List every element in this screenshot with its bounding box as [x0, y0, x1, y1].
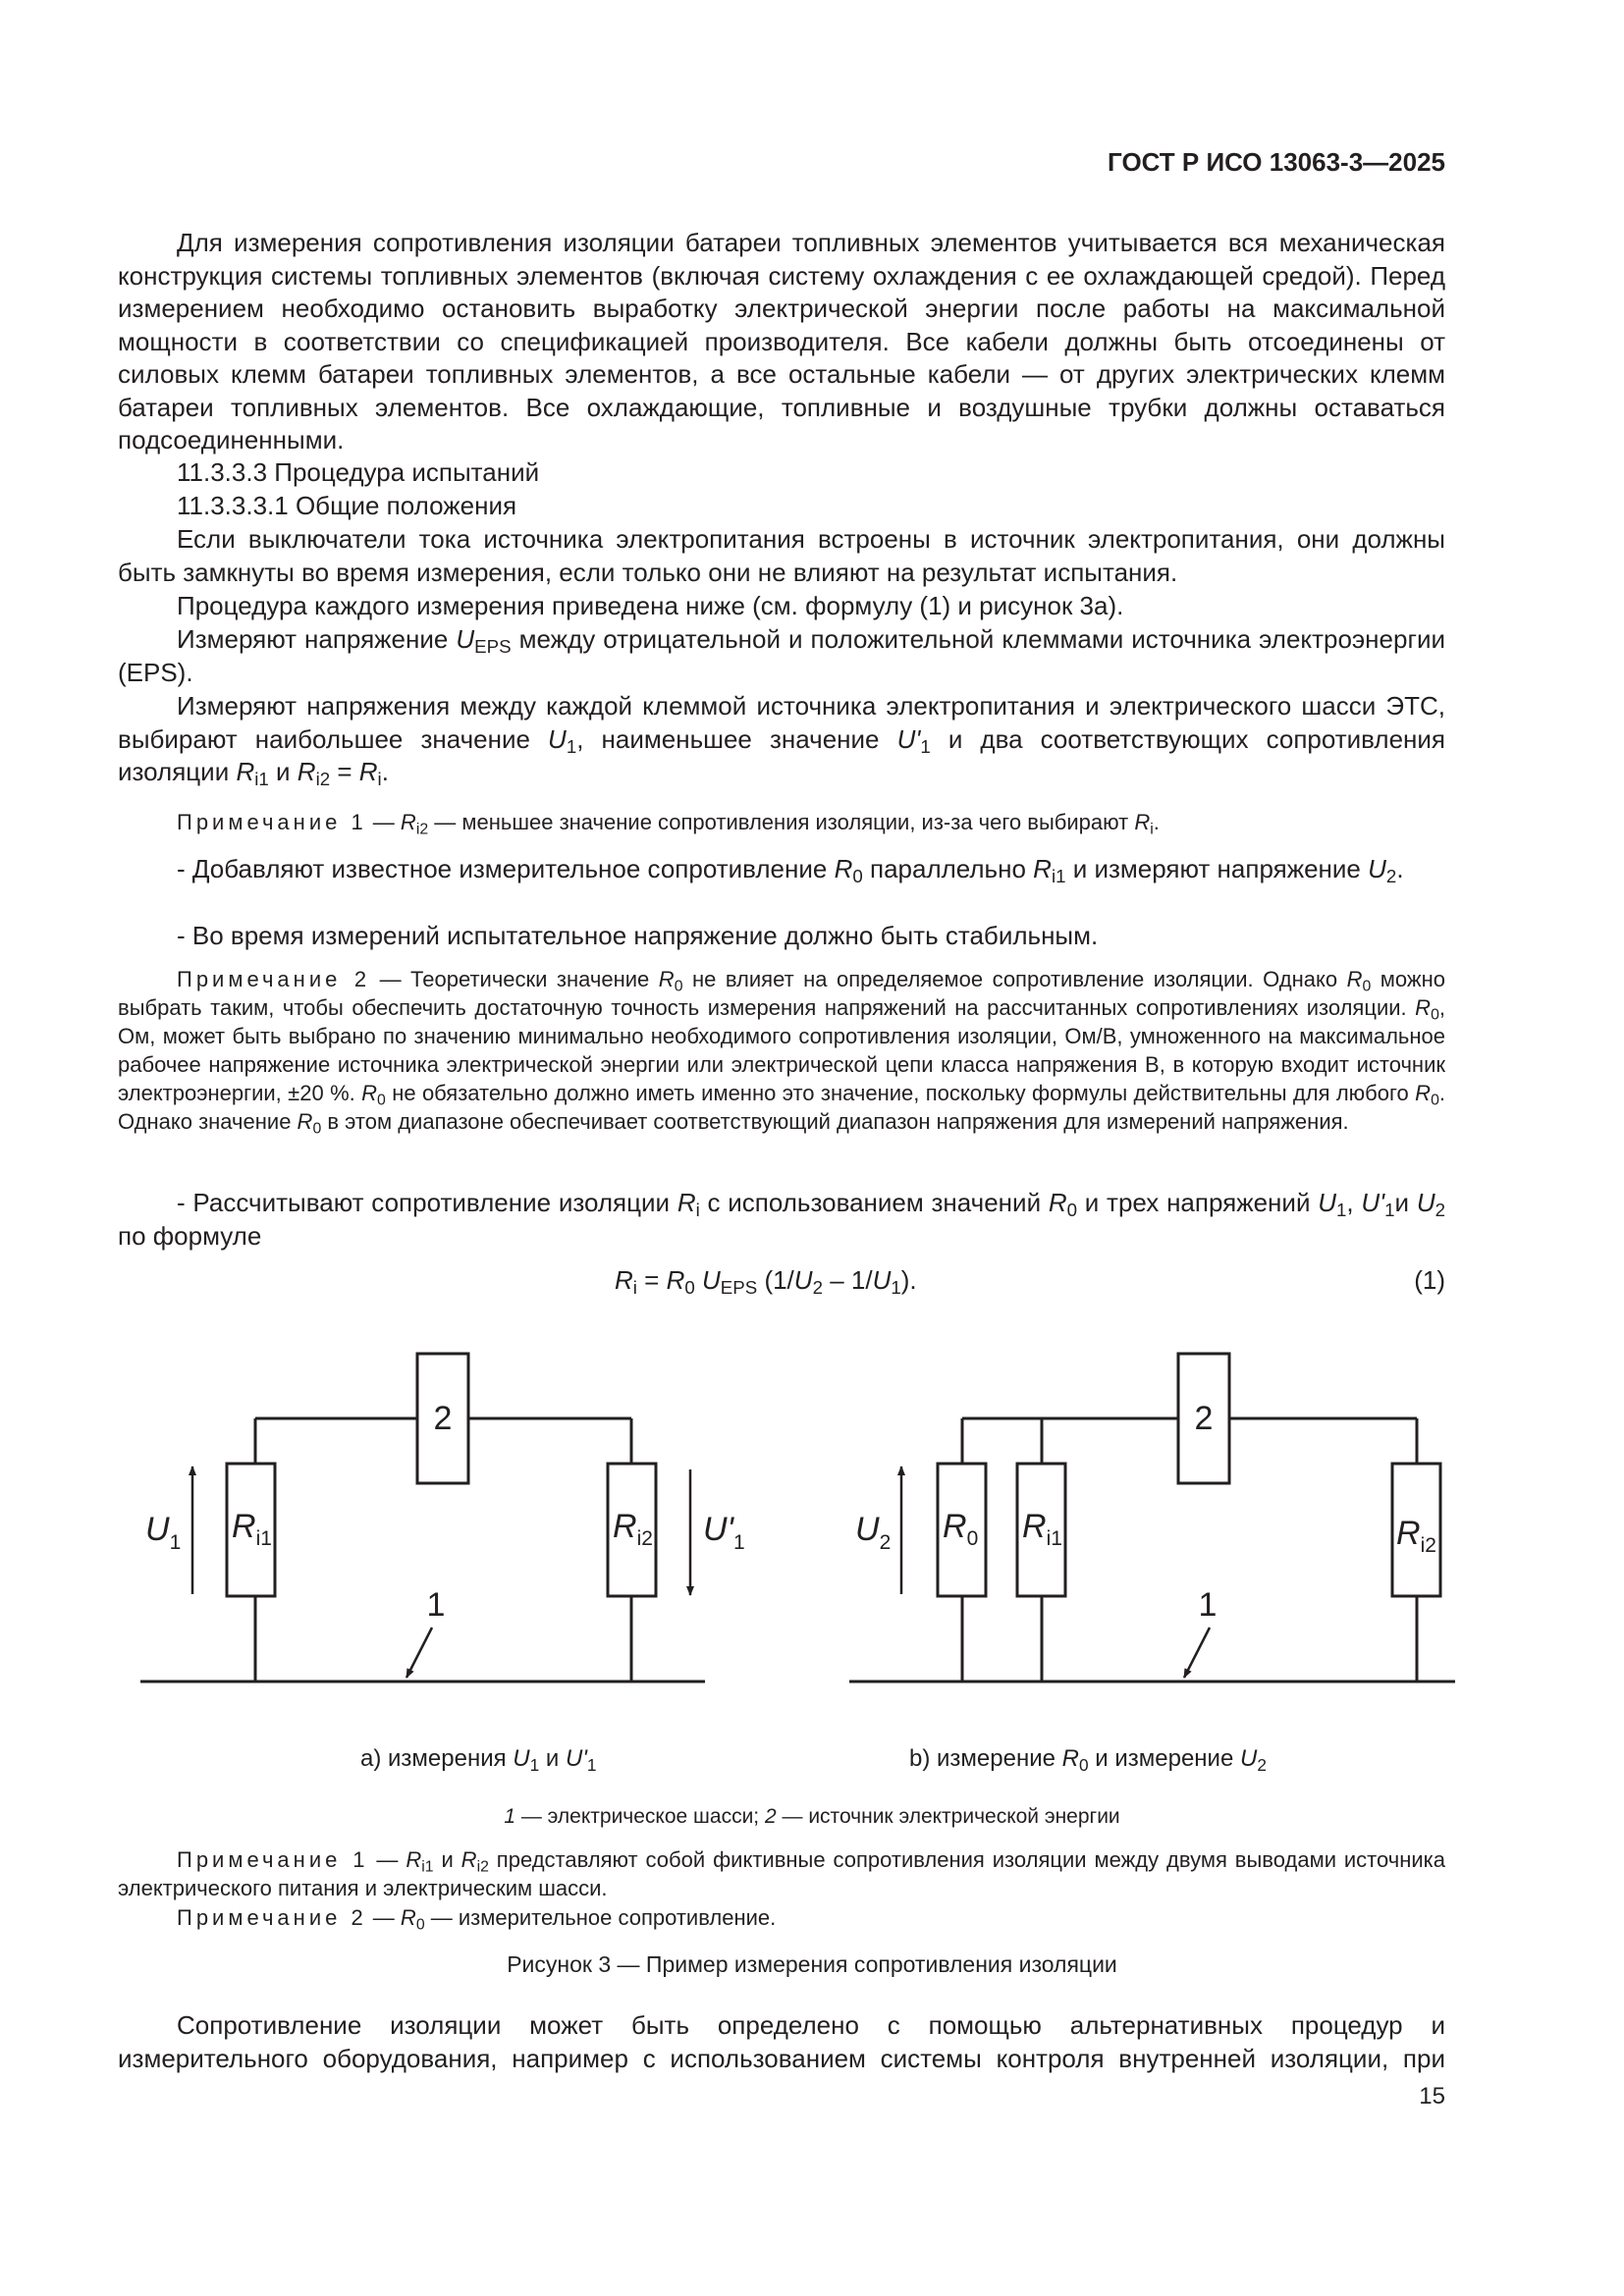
pointer-chassis-b — [1184, 1628, 1210, 1678]
section-heading-11-3-3-3-1: 11.3.3.3.1 Общие положения — [177, 491, 517, 520]
label-r0-b: $R_0$ — [943, 1508, 979, 1550]
formula-1 — [118, 1265, 1445, 1305]
document-code-header: ГОСТ Р ИСО 13063-3—2025 — [1108, 147, 1445, 177]
measurement-paragraph: Измеряют напряжения между каждой клеммой источника электропитания и электрического шасси ЭТС, выбирают наибольшее значение $U_1$, наименьшее значение $U'_1$ и два соответствующих сопротивления изоляции $R_{i1}$ и $R_{i2} = R_i$. — [118, 691, 1445, 790]
figure-legend: 1 — электрическое шасси; 2 — источник электрической энергии — [504, 1805, 1120, 1828]
label-u1-a: $U_1$ — [145, 1511, 182, 1554]
procedure-paragraph: Процедура каждого измерения приведена ниже (см. формулу (1) и рисунок 3а). — [177, 591, 1124, 620]
ueps-paragraph: Измеряют напряжение $U_{EPS}$ между отрицательной и положительной клеммами источника электроэнергии (EPS). — [118, 624, 1445, 687]
circuit-diagrams — [0, 1330, 1624, 1713]
section-heading-11-3-3-3: 11.3.3.3 Процедура испытаний — [177, 457, 540, 487]
note-2: Примечание 2 — Теоретически значение $R_0$ не влияет на определяемое сопротивление изоляции. Однако $R_0$ можно выбрать таким, чтобы обеспечить достаточную точность измерения напряжений на рассчитанных сопротивлениях изоляции. $R_0$, Ом, может быть выбрано по значению минимально необходимого сопротивления изоляции, Ом/В, умноженного на максимальное рабочее напряжение источника электрической энергии или электрической цепи класса напряжения В, в которую входит источник электроэнергии, ±20 %. $R_0$ не обязательно должно иметь именно это значение, поскольку формулы действительны для любого $R_0$. Однако значение $R_0$ в этом диапазоне обеспечивает соответствующий диапазон напряжения для измерений напряжения. — [118, 967, 1446, 1138]
label-u1prime-a: $U'_1$ — [703, 1511, 745, 1554]
add-resistance-item: - Добавляют известное измерительное сопротивление $R_0$ параллельно $R_{i1}$ и измеряют напряжение $U_2$. — [177, 854, 1404, 887]
figure-title: Рисунок 3 — Пример измерения сопротивления изоляции — [507, 1951, 1117, 1977]
label-chassis-b: 1 — [1198, 1586, 1218, 1624]
label-ri1-b: $R_{i1}$ — [1022, 1508, 1062, 1550]
label-ri1-a: $R_{i1}$ — [232, 1508, 272, 1550]
formula-number: (1) — [1414, 1265, 1445, 1295]
pointer-chassis-a — [406, 1628, 432, 1678]
note-1: Примечание 1 — $R_{i2}$ — меньшее значение сопротивления изоляции, из-за чего выбирают $R_i$. — [177, 810, 1160, 838]
stable-voltage-item: - Во время измерений испытательное напряжение должно быть стабильным. — [177, 921, 1099, 950]
label-source-a: 2 — [433, 1400, 453, 1437]
caption-diagram-b: b) измерение $R_0$ и измерение $U_2$ — [909, 1745, 1267, 1775]
label-chassis-a: 1 — [426, 1586, 446, 1624]
label-ri2-a: $R_{i2}$ — [613, 1508, 653, 1550]
diagram-b — [849, 1354, 1455, 1682]
switches-paragraph: Если выключатели тока источника электропитания встроены в источник электропитания, они должны быть замкнуты во время измерения, если только они не влияют на результат испытания. — [118, 524, 1445, 587]
label-u2-b: $U_2$ — [855, 1511, 892, 1554]
calculation-item: - Рассчитывают сопротивление изоляции $R_i$ с использованием значений $R_0$ и трех напряжений $U_1$, $U'_1и$ $U_2$ по формуле — [118, 1188, 1446, 1251]
figure-note-1: Примечание 1 — $R_{i1}$ и $R_{i2}$ представляют собой фиктивные сопротивления изоляции между двумя выводами источника электрического питания и электрическим шасси. — [118, 1847, 1446, 1900]
page-number: 15 — [1419, 2083, 1445, 2109]
formula-expression: $R_i = R_0$ $U_{EPS}$ $(1/U_2 - 1/U_1)$. — [615, 1265, 917, 1299]
intro-paragraph: Для измерения сопротивления изоляции батареи топливных элементов учитывается вся механическая конструкция системы топливных элементов (включая систему охлаждения с ее охлаждающей средой). Перед измерением необходимо остановить выработку электрической энергии после работы на максимальной мощности в соответствии со спецификацией производителя. Все кабели должны быть отсоединены от силовых клемм батареи топливных элементов, а все остальные кабели — от других электрических клемм батареи топливных элементов. Все охлаждающие, топливные и воздушные трубки должны оставаться подсоединенными. — [118, 228, 1445, 454]
label-source-b: 2 — [1194, 1400, 1214, 1437]
final-paragraph: Сопротивление изоляции может быть определено с помощью альтернативных процедур и измерительного оборудования, например с использованием системы контроля внутренней изоляции, при — [118, 2010, 1445, 2073]
label-ri2-b: $R_{i2}$ — [1396, 1515, 1436, 1557]
caption-diagram-a: a) измерения $U_1$ и $U'_1$ — [360, 1745, 597, 1775]
figure-note-2: Примечание 2 — $R_0$ — измерительное сопротивление. — [177, 1905, 777, 1934]
